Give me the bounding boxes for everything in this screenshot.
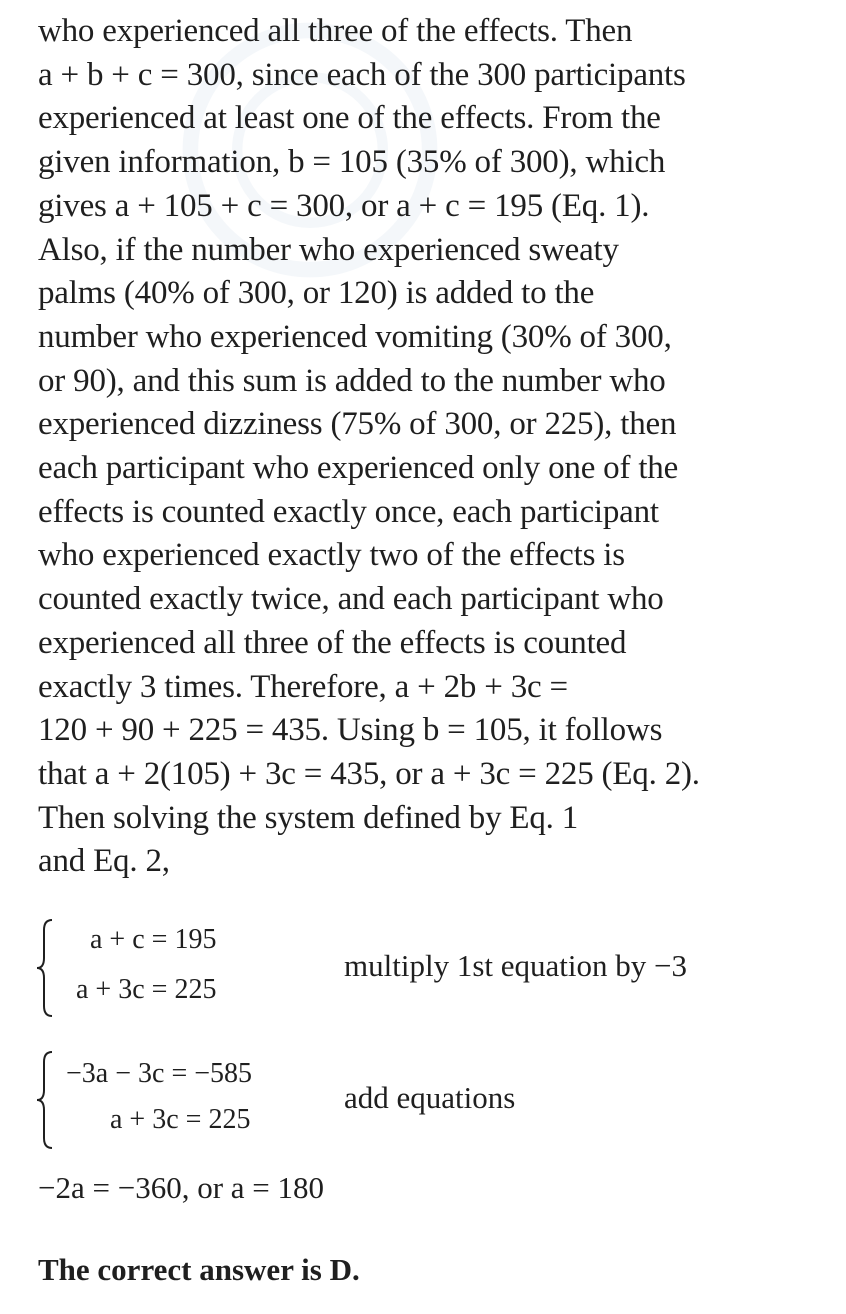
paragraph-line: given information, b = 105 (35% of 300), which: [38, 144, 666, 181]
left-brace-icon: [34, 1050, 56, 1150]
correct-answer: The correct answer is D.: [38, 1252, 360, 1287]
paragraph-line: counted exactly twice, and each participant who: [38, 581, 664, 618]
solution-paragraph: [38, 10, 828, 884]
paragraph-line: and Eq. 2,: [38, 843, 170, 880]
paragraph-line: each participant who experienced only one of the: [38, 450, 679, 487]
paragraph-line: gives a + 105 + c = 300, or a + c = 195 (Eq. 1).: [38, 187, 650, 224]
paragraph-line: a + b + c = 300, since each of the 300 participants: [38, 56, 686, 93]
paragraph-line: that a + 2(105) + 3c = 435, or a + 3c = 225 (Eq. 2).: [38, 755, 700, 792]
result-line: −2a = −360, or a = 180: [38, 1170, 325, 1205]
paragraph-line: experienced all three of the effects is counted: [38, 624, 627, 661]
equation-system-2: [34, 1050, 824, 1160]
paragraph-line: experienced dizziness (75% of 300, or 225), then: [38, 406, 677, 443]
paragraph-line: number who experienced vomiting (30% of 300,: [38, 318, 672, 355]
paragraph-line: palms (40% of 300, or 120) is added to the: [38, 275, 595, 312]
left-brace-icon: [34, 918, 56, 1018]
equation-2: a + 3c = 225: [76, 974, 217, 1005]
equation-2: a + 3c = 225: [110, 1104, 251, 1135]
step-note: add equations: [344, 1080, 516, 1115]
paragraph-line: or 90), and this sum is added to the number who: [38, 362, 666, 399]
paragraph-line: 120 + 90 + 225 = 435. Using b = 105, it follows: [38, 712, 663, 749]
paragraph-line: Also, if the number who experienced sweaty: [38, 231, 619, 268]
paragraph-line: effects is counted exactly once, each participant: [38, 493, 659, 530]
equation-1: a + c = 195: [90, 924, 217, 955]
paragraph-line: who experienced all three of the effects. Then: [38, 13, 633, 49]
step-note: multiply 1st equation by −3: [344, 948, 687, 983]
paragraph-line: experienced at least one of the effects. From the: [38, 100, 661, 137]
equation-system-1: [34, 918, 824, 1028]
equation-1: −3a − 3c = −585: [66, 1058, 253, 1089]
paragraph-line: who experienced exactly two of the effects is: [38, 537, 625, 574]
paragraph-line: Then solving the system defined by Eq. 1: [38, 799, 579, 836]
paragraph-line: exactly 3 times. Therefore, a + 2b + 3c =: [38, 668, 568, 705]
